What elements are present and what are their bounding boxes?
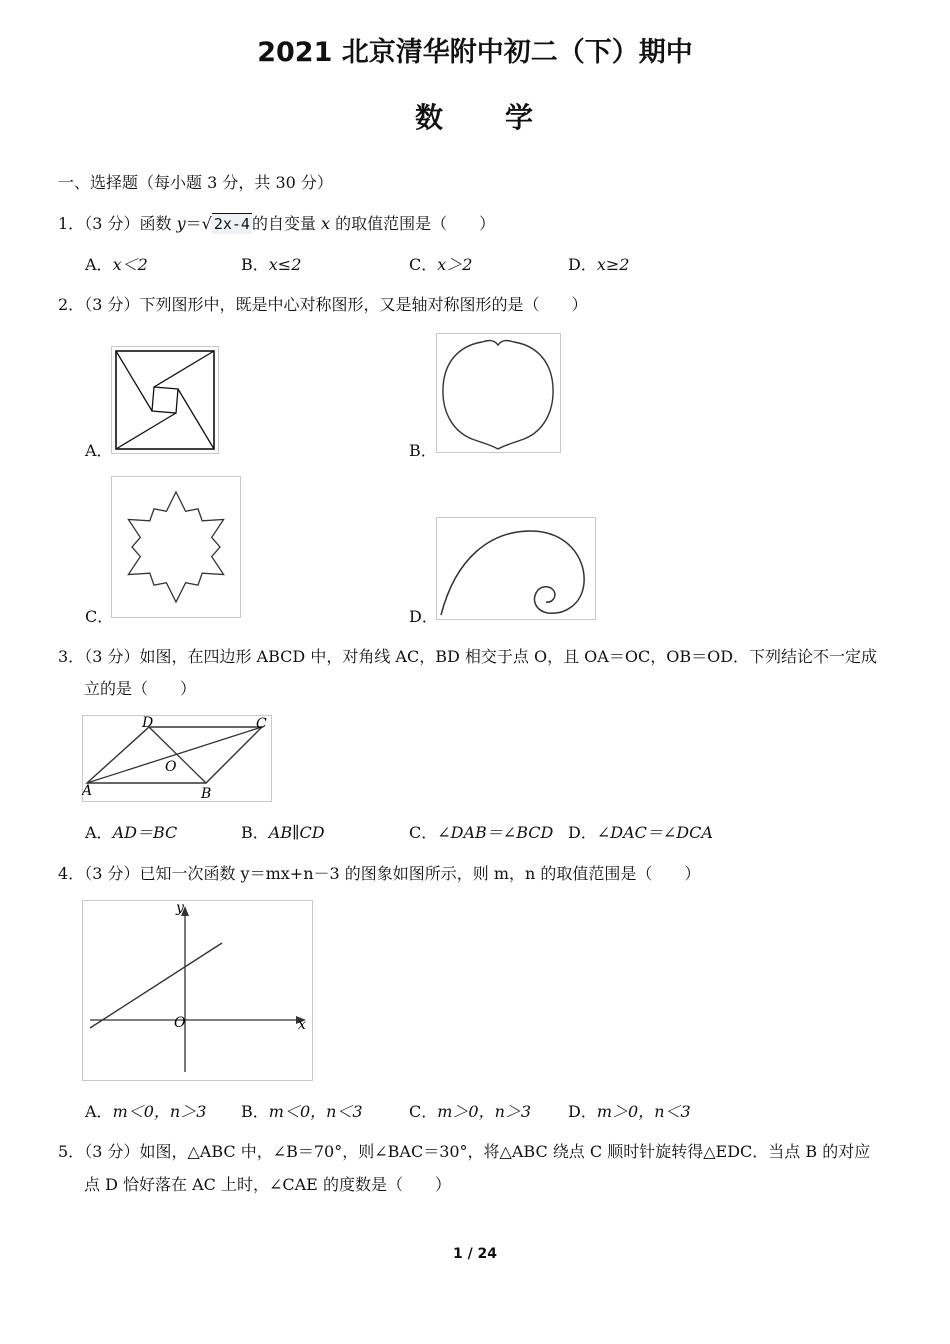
option-text: AB∥CD xyxy=(268,823,325,842)
question-text: 下列图形中，既是中心对称图形，又是轴对称图形的是（ ） xyxy=(139,295,588,314)
question-1 xyxy=(58,213,495,234)
figure-2c-snowflake xyxy=(111,476,241,618)
question-5 xyxy=(58,1142,870,1162)
option-text: AD＝BC xyxy=(112,823,178,842)
vertex-b-label: B xyxy=(201,786,212,802)
origin-label: O xyxy=(174,1015,186,1031)
option-letter: C． xyxy=(409,823,438,842)
question-text: 的自变量 xyxy=(251,214,322,233)
option-text: m＜0，n＜3 xyxy=(268,1102,363,1121)
figure-2d-spiral xyxy=(436,517,596,620)
question-number: 4． xyxy=(58,864,85,883)
option-b[interactable] xyxy=(241,823,325,843)
option-letter: D． xyxy=(568,1102,597,1121)
question-text: 已知一次函数 y＝mx+n－3 的图象如图所示，则 m，n 的取值范围是（ ） xyxy=(139,864,701,883)
question-3-cont: 立的是（ ） xyxy=(84,679,197,698)
option-letter: B． xyxy=(241,1102,269,1121)
option-a[interactable] xyxy=(85,823,177,843)
option-b[interactable] xyxy=(241,255,301,275)
subject-title: 数 学 xyxy=(414,101,535,134)
figure-label-d[interactable]: D． xyxy=(409,607,438,626)
question-4 xyxy=(58,864,700,884)
figure-4-line-graph xyxy=(82,900,313,1081)
question-score: （3 分） xyxy=(84,214,140,233)
figure-2a-pinwheel xyxy=(111,346,219,454)
question-score: （3 分） xyxy=(84,647,140,666)
option-text: x≤2 xyxy=(268,255,302,274)
option-d[interactable] xyxy=(568,1102,691,1122)
option-letter: D． xyxy=(568,823,597,842)
option-text: ∠DAC＝∠DCA xyxy=(596,823,713,842)
question-3 xyxy=(58,647,877,667)
question-number: 1． xyxy=(58,214,85,233)
option-letter: B． xyxy=(241,255,269,274)
option-b[interactable] xyxy=(241,1102,363,1122)
option-letter: C． xyxy=(409,1102,438,1121)
option-c[interactable] xyxy=(409,823,553,843)
equals-sign: ＝ xyxy=(185,214,202,233)
option-text: x＜2 xyxy=(112,255,148,274)
question-number: 2． xyxy=(58,295,85,314)
option-c[interactable] xyxy=(409,255,472,275)
option-letter: A． xyxy=(85,823,113,842)
page-number: 1 / 24 xyxy=(452,1246,498,1262)
option-text: m＞0，n＞3 xyxy=(437,1102,532,1121)
vertex-o-label: O xyxy=(165,759,177,775)
figure-label-c[interactable]: C． xyxy=(85,607,114,626)
axis-x-label: x xyxy=(298,1017,306,1033)
var-x: x xyxy=(321,214,331,233)
question-5-cont: 点 D 恰好落在 AC 上时，∠CAE 的度数是（ ） xyxy=(84,1175,451,1194)
question-number: 5． xyxy=(58,1142,85,1161)
question-text: 的取值范围是（ ） xyxy=(330,214,496,233)
option-text: m＞0，n＜3 xyxy=(596,1102,691,1121)
question-number: 3． xyxy=(58,647,85,666)
sqrt-icon: √ xyxy=(201,214,212,233)
option-text: ∠DAB＝∠BCD xyxy=(437,823,554,842)
radicand: 2x-4 xyxy=(213,215,250,233)
figure-3-parallelogram xyxy=(82,715,272,802)
option-letter: C． xyxy=(409,255,438,274)
option-c[interactable] xyxy=(409,1102,531,1122)
question-score: （3 分） xyxy=(84,1142,140,1161)
option-d[interactable] xyxy=(568,255,629,275)
figure-label-b[interactable]: B． xyxy=(409,441,437,460)
option-text: x≥2 xyxy=(596,255,630,274)
vertex-a-label: A xyxy=(82,783,93,799)
figure-2b-blob xyxy=(436,333,561,453)
option-a[interactable] xyxy=(85,1102,206,1122)
section-heading: 一、选择题（每小题 3 分，共 30 分） xyxy=(58,173,333,192)
option-text: x＞2 xyxy=(437,255,473,274)
question-score: （3 分） xyxy=(84,864,140,883)
option-letter: A． xyxy=(85,255,113,274)
option-d[interactable] xyxy=(568,823,713,843)
option-letter: D． xyxy=(568,255,597,274)
figure-label-a[interactable]: A． xyxy=(85,441,113,460)
question-text: 如图，△ABC 中，∠B＝70°，则∠BAC＝30°，将△ABC 绕点 C 顺时针旋转得△EDC．当点 B 的对应 xyxy=(139,1142,871,1161)
option-letter: A． xyxy=(85,1102,113,1121)
vertex-c-label: C xyxy=(256,716,267,732)
question-2 xyxy=(58,295,587,315)
question-text: 如图，在四边形 ABCD 中，对角线 AC，BD 相交于点 O，且 OA＝OC，OB＝OD．下列结论不一定成 xyxy=(139,647,878,666)
axis-y-label: y xyxy=(176,900,184,916)
option-a[interactable] xyxy=(85,255,148,275)
var-y: y xyxy=(176,214,186,233)
option-text: m＜0，n＞3 xyxy=(112,1102,207,1121)
page-title: 2021 北京清华附中初二（下）期中 xyxy=(257,37,693,68)
question-score: （3 分） xyxy=(84,295,140,314)
question-text: 函数 xyxy=(139,214,177,233)
option-letter: B． xyxy=(241,823,269,842)
vertex-d-label: D xyxy=(142,715,154,731)
